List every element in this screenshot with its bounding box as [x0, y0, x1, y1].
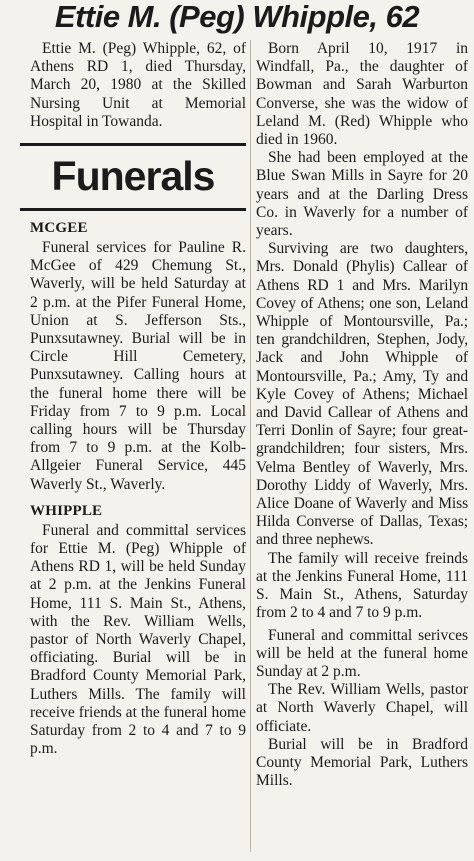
funerals-banner: Funerals — [20, 143, 246, 211]
column-divider — [250, 40, 251, 852]
obituary-burial-paragraph: Burial will be in Bradford County Memorial Park, Luthers Mills. — [256, 735, 468, 790]
obituary-funeral-paragraph: Funeral and committal serivces will be held at the funeral home Sunday at 2 p.m. — [256, 626, 468, 680]
mcgee-notice: Funeral services for Pauline R. McGee of 429 Chemung St., Waverly, will be held Saturday at 2 p.m. at the Pifer Funeral Home, Union at S. Jefferson Sts., Punxsutawney. Burial will be in Circle Hill Cemetery, Punxsutawney. Calling hours at the funeral home there will be Friday from 7 to 9 p.m. Local calling hours will be Thursday from 7 to 9 p.m. at the Kolb-Allgeier Funeral Service, 445 Waverly St., Waverly. — [30, 239, 246, 493]
obituary-intro: Ettie M. (Peg) Whipple, 62, of Athens RD 1, died Thursday, March 20, 1980 at the Skilled Nursing Unit at Memorial Hospital in Towanda. — [30, 40, 246, 130]
left-column — [30, 40, 246, 759]
obituary-birth-paragraph: Born April 10, 1917 in Windfall, Pa., the daughter of Bowman and Sarah Warburton Converse, she was the widow of Leland M. (Red) Whipple who died in 1960. — [256, 40, 468, 149]
whipple-notice: Funeral and committal services for Ettie M. (Peg) Whipple of Athens RD 1, will be held Sunday at 2 p.m. at the Jenkins Funeral Home, 111 S. Main St., Athens, with the Rev. William Wells, pastor of North Waverly Chapel, officiating. Burial will be in Bradford County Memorial Park, Luthers Mills. The family will receive friends at the funeral home Saturday from 2 to 4 and 7 to 9 p.m. — [30, 521, 246, 758]
obituary-officiant-paragraph: The Rev. William Wells, pastor at North Waverly Chapel, will officiate. — [256, 681, 468, 735]
whipple-heading: WHIPPLE — [30, 502, 103, 519]
obituary-employment-paragraph: She had been employed at the Blue Swan Mills in Sayre for 20 years and at the Darling Dress Co. in Waverly for a number of years. — [256, 149, 468, 240]
obituary-survivors-paragraph: Surviving are two daughters, Mrs. Donald (Phylis) Callear of Athens RD 1 and Mrs. Marilyn Covey of Athens; one son, Leland Whipple of Montoursville, Pa.; ten grandchildren, Stephen, Jody, Jack and John Whipple of Montoursville, Pa.; Amy, Ty and Kyle Covey of Athens; Michael and David Callear of Athens and Terri Donlin of Sayre; four great-grandchildren; four sisters, Mrs. Velma Bentley of Waverly, Mrs. Dorothy Liddy of Waverly, Mrs. Alice Doane of Waverly and Miss Hilda Converse of Dallas, Texas; and three nephews. — [256, 240, 468, 549]
mcgee-heading: MCGEE — [30, 220, 88, 237]
obituary-headline: Ettie M. (Peg) Whipple, 62 — [54, 0, 420, 34]
right-column — [256, 40, 468, 790]
obituary-calling-hours-paragraph: The family will receive freinds at the Jenkins Funeral Home, 111 S. Main St., Athens, Saturday from 2 to 4 and 7 to 9 p.m. — [256, 549, 468, 622]
